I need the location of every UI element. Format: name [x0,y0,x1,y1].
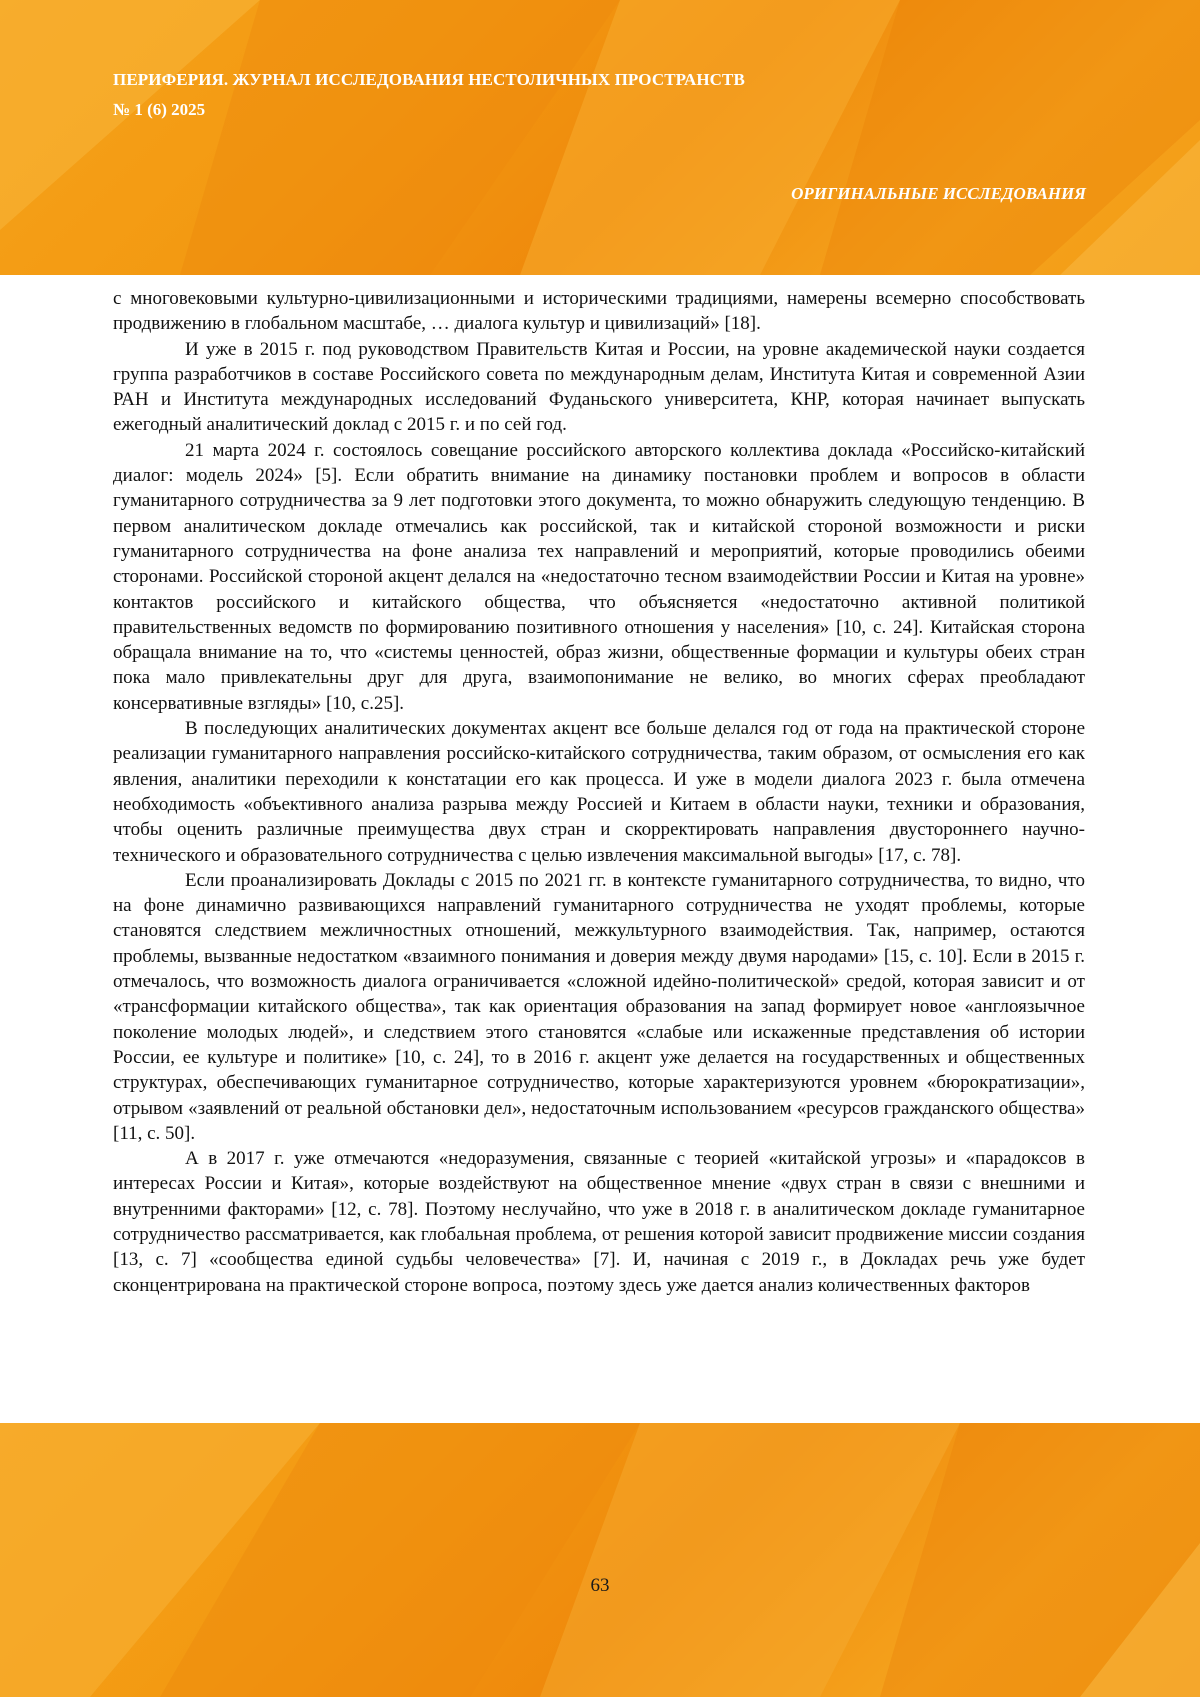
journal-title: ПЕРИФЕРИЯ. ЖУРНАЛ ИССЛЕДОВАНИЯ НЕСТОЛИЧНЫХ ПРОСТРАНСТВ [113,70,745,89]
header-band [0,0,1200,275]
footer-band [0,1423,1200,1697]
paragraph: Если проанализировать Доклады с 2015 по 2021 гг. в контексте гуманитарного сотрудничества, то видно, что на фоне динамично развивающихся направлений гуманитарного сотрудничества не уходят проблемы, которые становятся следствием межличностных отношений, межкультурного взаимодействия. Так, например, остаются проблемы, вызванные недостатком «взаимного понимания и доверия между двумя народами» [15, с. 10]. Если в 2015 г. отмечалось, что возможность диалога ограничивается «сложной идейно-политической» средой, которая зависит и от «трансформации китайского общества», так как ориентация образования на запад формирует новое «англоязычное поколение молодых людей», и следствием этого становятся «слабые или искаженные представления об истории России, ее культуре и политике» [10, с. 24], то в 2016 г. акцент уже делается на государственных и общественных структурах, обеспечивающих гуманитарное сотрудничество, которые характеризуются уровнем «бюрократизации», отрывом «заявлений от реальной обстановки дел», недостаточным использованием «ресурсов гражданского общества» [11, с. 50]. [113,869,1085,1144]
paragraph: 21 марта 2024 г. состоялось совещание российского авторского коллектива доклада «Российско-китайский диалог: модель 2024» [5]. Если обратить внимание на динамику постановки проблем и вопросов в области гуманитарного сотрудничества за 9 лет подготовки этого документа, то можно обнаружить следующую тенденцию. В первом аналитическом докладе отмечались как российской, так и китайской стороной возможности и риски гуманитарного сотрудничества на фоне анализа тех направлений и мероприятий, которые проводились обеими сторонами. Российской стороной акцент делался на «недостаточно тесном взаимодействии России и Китая на уровне» контактов российского и китайского общества, что объясняется «недостаточно активной политикой правительственных ведомств по формированию позитивного отношения у населения» [10, с. 24]. Китайская сторона обращала внимание на то, что «системы ценностей, образ жизни, общественные формации и культуры обеих стран пока мало привлекательны друг для друга, взаимопонимание не велико, во многих сферах преобладают консервативные взгляды» [10, с.25]. [113,439,1085,714]
page-number: 63 [590,1575,610,1596]
footer-decoration [0,1423,1200,1697]
header-decoration [0,0,1200,275]
paragraph: И уже в 2015 г. под руководством Правительств Китая и России, на уровне академической науки создается группа разработчиков в составе Российского совета по международным делам, Института Китая и современной Азии РАН и Института международных исследований Фуданьского университета, КНР, которая начинает выпускать ежегодный аналитический доклад с 2015 г. и по сей год. [113,338,1085,436]
paragraph: В последующих аналитических документах акцент все больше делался год от года на практической стороне реализации гуманитарного направления российско-китайского сотрудничества, таким образом, от осмысления его как явления, аналитики переходили к констатации его как процесса. И уже в модели диалога 2023 г. была отмечена необходимость «объективного анализа разрыва между Россией и Китаем в области науки, техники и образования, чтобы оценить различные преимущества двух стран и скорректировать направления двустороннего научно-технического и образовательного сотрудничества с целью извлечения максимальной выгоды» [17, с. 78]. [113,718,1085,866]
paragraph: А в 2017 г. уже отмечаются «недоразумения, связанные с теорией «китайской угрозы» и «парадоксов в интересах России и Китая», которые воздействуют на общественное мнение «двух стран в связи с внешними и внутренними факторами» [12, с. 78]. Поэтому неслучайно, что уже в 2018 г. в аналитическом докладе гуманитарное сотрудничество рассматривается, как глобальная проблема, от решения которой зависит продвижение миссии создания [13, с. 7] «сообщества единой судьбы человечества» [7]. И, начиная с 2019 г., в Докладах речь уже будет сконцентрирована на практической стороне вопроса, поэтому здесь уже дается анализ количественных факторов [113,1148,1085,1296]
paragraph: с многовековыми культурно-цивилизационными и историческими традициями, намерены всемерно способствовать продвижению в глобальном масштабе, … диалога культур и цивилизаций» [18]. [113,288,1085,335]
issue-number: № 1 (6) 2025 [113,100,206,119]
section-label: ОРИГИНАЛЬНЫЕ ИССЛЕДОВАНИЯ [791,184,1086,203]
article-body [113,286,1085,1298]
